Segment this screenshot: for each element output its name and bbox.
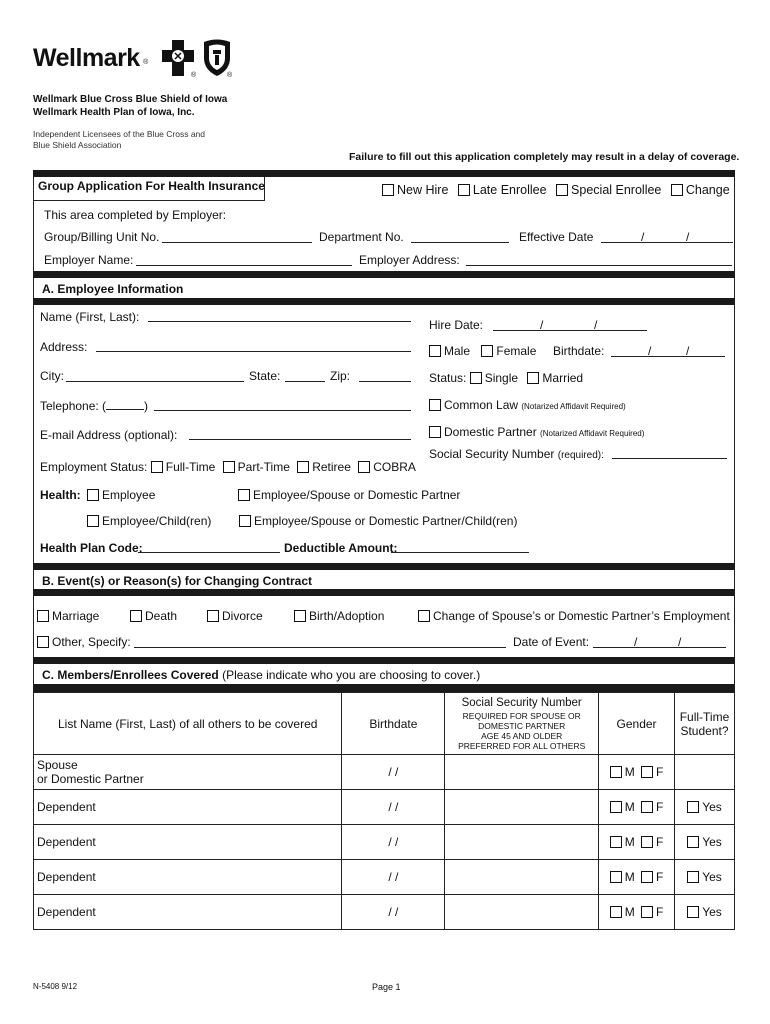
employee-name-field[interactable] <box>148 321 411 322</box>
new-hire-checkbox[interactable] <box>382 184 394 196</box>
ssn-cell[interactable] <box>445 825 599 860</box>
employer-intro: This area completed by Employer: <box>44 208 227 222</box>
ssn-cell[interactable] <box>445 860 599 895</box>
common-law-option[interactable]: Common Law (Notarized Affidavit Required) <box>429 398 626 412</box>
city-field[interactable] <box>66 381 244 382</box>
department-field[interactable] <box>411 242 509 243</box>
col-birthdate-header: Birthdate <box>342 693 445 755</box>
birthdate-cell[interactable]: / / <box>342 825 445 860</box>
domestic-partner-checkbox[interactable] <box>429 426 441 438</box>
married-checkbox[interactable] <box>527 372 539 384</box>
student-yes-checkbox[interactable] <box>687 836 699 848</box>
student-yes-checkbox[interactable] <box>687 906 699 918</box>
birthdate-cell[interactable]: / / <box>342 790 445 825</box>
health-plan-code-field[interactable] <box>138 552 280 553</box>
health-employee-children-checkbox[interactable] <box>87 515 99 527</box>
gender-cell: M F <box>599 825 675 860</box>
special-enrollee-option[interactable]: Special Enrollee <box>556 183 661 197</box>
new-hire-option[interactable]: New Hire <box>382 183 448 197</box>
form-title: Group Application For Health Insurance <box>33 177 265 201</box>
student-cell: Yes <box>674 825 734 860</box>
zip-field[interactable] <box>359 381 411 382</box>
employer-name-field[interactable] <box>136 265 352 266</box>
f-checkbox[interactable] <box>641 766 653 778</box>
health-employee-spouse-option[interactable]: Employee/Spouse or Domestic Partner <box>238 488 460 502</box>
m-checkbox[interactable] <box>610 871 622 883</box>
hire-date-label: Hire Date: <box>429 318 484 332</box>
spouse-employment-change-checkbox[interactable] <box>418 610 430 622</box>
effective-date-label: Effective Date <box>519 230 594 244</box>
student-cell: Yes <box>674 860 734 895</box>
ssn-field[interactable] <box>612 458 727 459</box>
table-row <box>34 825 735 860</box>
birth-adoption-checkbox[interactable] <box>294 610 306 622</box>
retiree-option[interactable]: Retiree <box>297 460 351 474</box>
married-option[interactable]: Married <box>527 371 583 385</box>
table-row <box>34 755 735 790</box>
health-employee-option[interactable]: Employee <box>87 488 155 502</box>
section-a-header: A. Employee Information <box>33 278 735 300</box>
health-employee-spouse-checkbox[interactable] <box>238 489 250 501</box>
female-checkbox[interactable] <box>481 345 493 357</box>
state-label: State: <box>249 369 281 383</box>
student-cell <box>674 755 734 790</box>
brand-name: Wellmark <box>33 44 140 72</box>
table-row <box>34 790 735 825</box>
dependent-name-cell[interactable]: Dependent <box>34 860 342 895</box>
cobra-option[interactable]: COBRA <box>358 460 416 474</box>
student-cell: Yes <box>674 895 734 930</box>
group-billing-label: Group/Billing Unit No. <box>44 230 160 244</box>
health-label: Health: <box>40 488 81 502</box>
table-row <box>34 895 735 930</box>
date-of-event-label: Date of Event: <box>513 635 590 649</box>
m-checkbox[interactable] <box>610 766 622 778</box>
col-name-header: List Name (First, Last) of all others to be covered <box>34 693 342 755</box>
section-b-header: B. Event(s) or Reason(s) for Changing Contract <box>33 570 735 592</box>
domestic-partner-option[interactable]: Domestic Partner (Notarized Affidavit Required) <box>429 425 644 439</box>
special-enrollee-checkbox[interactable] <box>556 184 568 196</box>
form-number: N-5408 9/12 <box>33 982 78 991</box>
other-checkbox[interactable] <box>37 636 49 648</box>
ssn-cell[interactable] <box>445 790 599 825</box>
deductible-field[interactable] <box>391 552 529 553</box>
gender-cell: M F <box>599 895 675 930</box>
birthdate-label: Birthdate: <box>553 344 605 358</box>
student-yes-checkbox[interactable] <box>687 801 699 813</box>
email-field[interactable] <box>189 439 411 440</box>
employment-status: Employment Status: Full-Time Part-Time Retiree COBRA <box>40 460 416 474</box>
birthdate-cell[interactable]: / / <box>342 755 445 790</box>
department-label: Department No. <box>319 230 404 244</box>
marriage-option[interactable]: Marriage <box>37 609 99 623</box>
female-option[interactable]: Female <box>481 344 536 358</box>
gender-cell: M F <box>599 790 675 825</box>
divorce-checkbox[interactable] <box>207 610 219 622</box>
birthdate-field[interactable] <box>611 356 725 357</box>
death-checkbox[interactable] <box>130 610 142 622</box>
death-option[interactable]: Death <box>130 609 177 623</box>
male-option[interactable]: Male <box>429 344 470 358</box>
coverage-warning: Failure to fill out this application completely may result in a delay of coverage. <box>349 151 740 163</box>
ssn-label: Social Security Number (required): <box>429 447 604 461</box>
student-yes-checkbox[interactable] <box>687 871 699 883</box>
f-checkbox[interactable] <box>641 836 653 848</box>
late-enrollee-checkbox[interactable] <box>458 184 470 196</box>
employee-name-label: Name (First, Last): <box>40 310 140 324</box>
full-time-checkbox[interactable] <box>151 461 163 473</box>
page-number: Page 1 <box>372 982 401 992</box>
student-cell: Yes <box>674 790 734 825</box>
retiree-checkbox[interactable] <box>297 461 309 473</box>
employer-address-field[interactable] <box>466 265 732 266</box>
gender-options <box>429 344 536 358</box>
org-line-1: Wellmark Blue Cross Blue Shield of Iowa <box>33 94 228 105</box>
part-time-checkbox[interactable] <box>223 461 235 473</box>
address-field[interactable] <box>96 351 411 352</box>
email-label: E-mail Address (optional): <box>40 428 178 442</box>
gender-cell: M F <box>599 755 675 790</box>
spouse-employment-change-option[interactable]: Change of Spouse’s or Domestic Partner’s Employment <box>418 609 730 623</box>
change-option[interactable]: Change <box>671 183 730 197</box>
area-code-field[interactable] <box>106 400 144 410</box>
org-line-2: Wellmark Health Plan of Iowa, Inc. <box>33 107 195 118</box>
date-of-event-field[interactable] <box>593 647 726 648</box>
application-type-options <box>382 183 730 197</box>
dependent-name-cell[interactable]: Dependent <box>34 895 342 930</box>
birthdate-cell[interactable]: / / <box>342 860 445 895</box>
divorce-option[interactable]: Divorce <box>207 609 263 623</box>
common-law-checkbox[interactable] <box>429 399 441 411</box>
dependent-name-cell[interactable]: Dependent <box>34 790 342 825</box>
m-checkbox[interactable] <box>610 801 622 813</box>
part-time-option[interactable]: Part-Time <box>223 460 290 474</box>
late-enrollee-option[interactable]: Late Enrollee <box>458 183 547 197</box>
gender-cell: M F <box>599 860 675 895</box>
zip-label: Zip: <box>330 369 351 383</box>
f-checkbox[interactable] <box>641 801 653 813</box>
col-gender-header: Gender <box>599 693 675 755</box>
telephone-field[interactable] <box>154 410 411 411</box>
col-student-header: Full-Time Student? <box>674 693 734 755</box>
deductible-label: Deductible Amount: <box>284 541 398 555</box>
f-checkbox[interactable] <box>641 871 653 883</box>
city-label: City: <box>40 369 64 383</box>
dependent-name-cell[interactable]: Dependent <box>34 825 342 860</box>
members-table-header <box>34 693 735 755</box>
m-checkbox[interactable] <box>610 836 622 848</box>
health-plan-code-label: Health Plan Code: <box>40 541 143 555</box>
members-table <box>33 692 735 930</box>
wellmark-logo: Wellmark ® <box>33 44 149 72</box>
health-family-option[interactable]: Employee/Spouse or Domestic Partner/Child(ren) <box>239 514 517 528</box>
licensee-line-1: Independent Licensees of the Blue Cross and <box>33 129 206 139</box>
col-ssn-header: Social Security Number REQUIRED FOR SPOUSE OR DOMESTIC PARTNER AGE 45 AND OLDER PREFERRED FOR ALL OTHERS <box>445 693 599 755</box>
full-time-option[interactable]: Full-Time <box>151 460 216 474</box>
marital-status <box>429 371 583 385</box>
section-c-header: C. Members/Enrollees Covered (Please indicate who you are choosing to cover.) <box>33 664 735 686</box>
health-family-checkbox[interactable] <box>239 515 251 527</box>
table-row <box>34 860 735 895</box>
telephone-label: Telephone: ( ) <box>40 399 149 413</box>
group-billing-field[interactable] <box>162 242 312 243</box>
other-specify-field[interactable] <box>134 647 506 648</box>
ssn-cell[interactable] <box>445 755 599 790</box>
single-option[interactable]: Single <box>470 371 518 385</box>
employer-address-label: Employer Address: <box>359 253 460 267</box>
status-label: Status: <box>429 371 467 385</box>
f-checkbox[interactable] <box>641 906 653 918</box>
effective-date-field[interactable] <box>601 242 733 243</box>
employer-name-label: Employer Name: <box>44 253 134 267</box>
licensee-line-2: Blue Shield Association <box>33 140 122 150</box>
state-field[interactable] <box>285 381 325 382</box>
change-checkbox[interactable] <box>671 184 683 196</box>
marriage-checkbox[interactable] <box>37 610 49 622</box>
male-checkbox[interactable] <box>429 345 441 357</box>
birth-adoption-option[interactable]: Birth/Adoption <box>294 609 384 623</box>
health-employee-checkbox[interactable] <box>87 489 99 501</box>
m-checkbox[interactable] <box>610 906 622 918</box>
address-label: Address: <box>40 340 88 354</box>
cobra-checkbox[interactable] <box>358 461 370 473</box>
other-option[interactable]: Other, Specify: <box>37 635 131 649</box>
single-checkbox[interactable] <box>470 372 482 384</box>
ssn-cell[interactable] <box>445 895 599 930</box>
birthdate-cell[interactable]: / / <box>342 895 445 930</box>
spouse-name-cell[interactable]: Spouse or Domestic Partner <box>34 755 342 790</box>
hire-date-field[interactable] <box>493 330 647 331</box>
health-employee-children-option[interactable]: Employee/Child(ren) <box>87 514 211 528</box>
